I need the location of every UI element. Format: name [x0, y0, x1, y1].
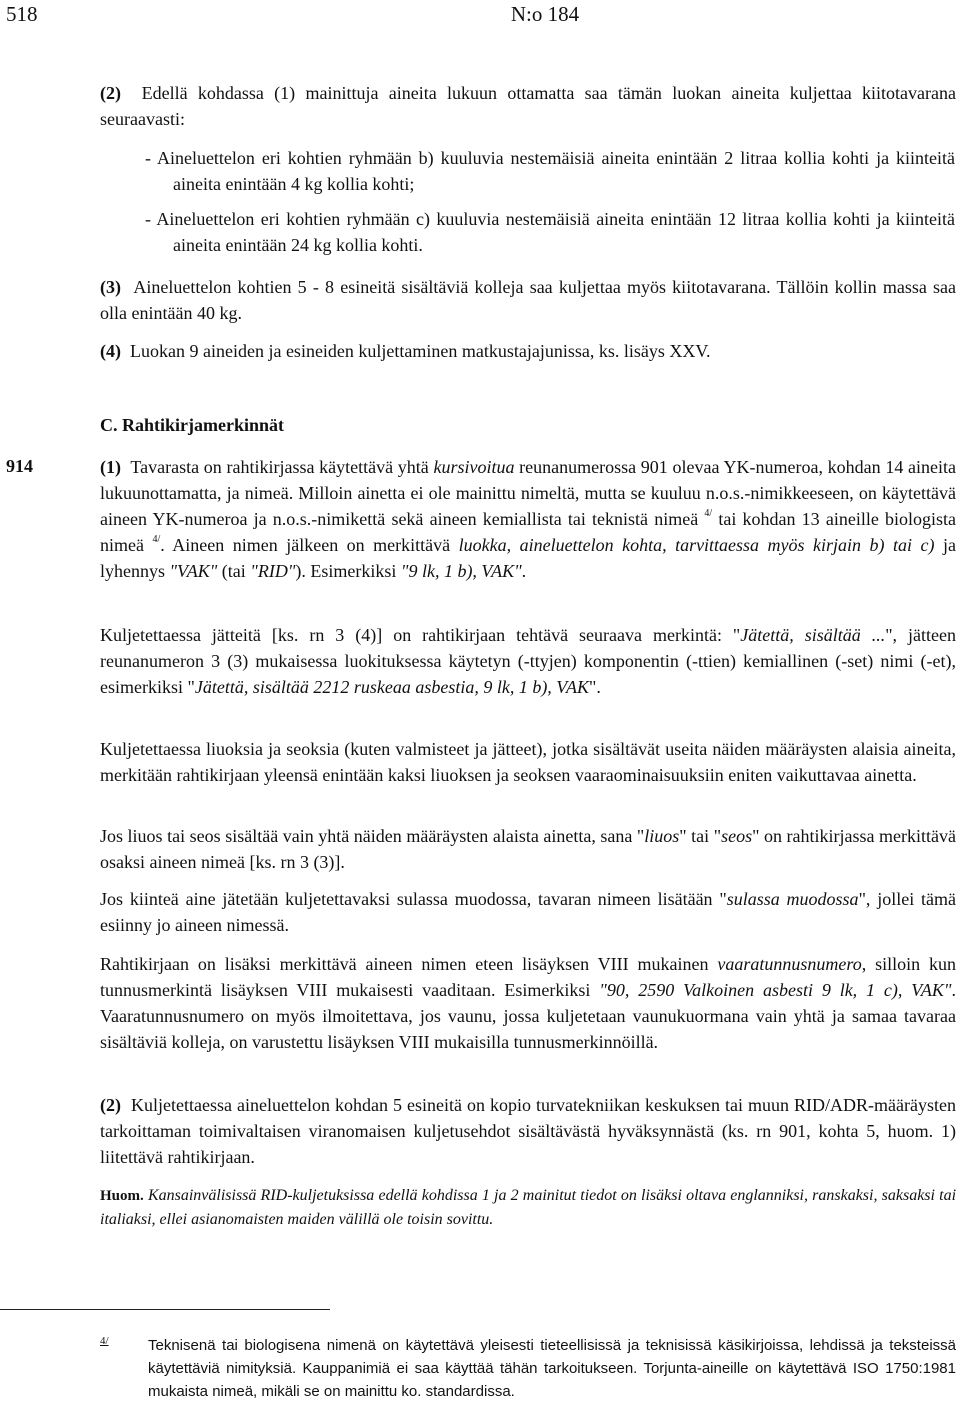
hazard-italic-1: vaaratunnusnumero: [717, 954, 862, 974]
c1-italic-5: "9 lk, 1 b), VAK": [400, 561, 522, 581]
liuos-italic-1: liuos: [644, 826, 680, 846]
part-4-text: Luokan 9 aineiden ja esineiden kuljettaminen matkustajajunissa, ks. lisäys XXV.: [130, 341, 711, 361]
footnote-mark: 4/: [100, 1335, 109, 1347]
sulassa-paragraph: [100, 886, 956, 938]
hazard-text-3: . Vaaratunnusnumero on myös ilmoitettava, jos vaunu, jossa kuljetetaan vaunukuormana vain yhtä ja samaa tavaraa sisältäviä kolleja, on varustettu lisäyksen VIII mukaisilla tunnusmerkinnöillä.: [100, 980, 956, 1052]
footnote-text: Teknisenä tai biologisena nimenä on käytettävä yleisesti tieteellisissä ja teknisissä käsikirjoissa, lehdissä ja teksteissä käytettäviä nimityksiä. Kauppanimiä ei saa käyttää tähän tarkoitukseen. Torjunta-aineille on käytettävä ISO 1750:1981 mukaista nimeä, mikäli se on mainittu ko. standardissa.: [148, 1337, 956, 1400]
liuos-paragraph: [100, 823, 956, 875]
footnote: [148, 1334, 956, 1403]
waste-italic-2: Jätettä, sisältää 2212 ruskeaa asbestia, 9 lk, 1 b), VAK: [194, 677, 589, 697]
note: [100, 1184, 956, 1232]
list-item: - Aineluettelon eri kohtien ryhmään b) kuuluvia nestemäisiä aineita enintään 2 litraa kollia kohti ja kiinteitä aineita enintään 4 kg kollia kohti;: [145, 148, 955, 194]
c1-italic-1: kursivoitua: [433, 457, 515, 477]
waste-text-1: Kuljetettaessa jätteitä [ks. rn 3 (4)] on rahtikirjaan tehtävä seuraava merkintä: ": [100, 625, 741, 645]
c1-text-6: (tai: [217, 561, 251, 581]
liuos-text-2: " tai ": [679, 826, 722, 846]
note-label: Huom.: [100, 1188, 144, 1204]
footnote-ref-2: 4/: [152, 534, 161, 545]
waste-italic-1: Jätettä, sisältää ...: [740, 625, 886, 645]
c1-text-1: Tavarasta on rahtikirjassa käytettävä yhtä: [130, 457, 434, 477]
part-3-number: (3): [100, 277, 121, 297]
c1-text-4: . Aineen nimen jälkeen on merkittävä: [160, 535, 459, 555]
list-item: - Aineluettelon eri kohtien ryhmään c) kuuluvia nestemäisiä aineita enintään 12 litraa kollia kohti ja kiinteitä aineita enintään 24 kg kollia kohti.: [145, 209, 955, 255]
c1-text-5: ja lyhennys: [100, 535, 956, 581]
part-2-list: [145, 145, 955, 197]
c-part-1: [100, 454, 956, 584]
note-text: Kansainvälisissä RID-kuljetuksissa edellä kohdissa 1 ja 2 mainitut tiedot on lisäksi oltava englanniksi, ranskaksi, saksaksi tai italiaksi, ellei asianomaisten maiden välillä ole toisin sovittu.: [100, 1187, 957, 1228]
section-letter: C.: [100, 415, 118, 435]
margin-number: 914: [6, 456, 33, 476]
c2-text: Kuljetettaessa aineluettelon kohdan 5 esineitä on kopio turvatekniikan keskuksen tai muun RID/ADR-määräysten tarkoittaman toimivaltaisen viranomaisen kuljetusehdot sisältävästä hyväksynnästä (ks. rn 901, kohta 5, huom. 1) liitettävä rahtikirjaan.: [100, 1095, 956, 1167]
liuos-text-3: " on rahtikirjassa merkittävä osaksi aineen nimeä [ks. rn 3 (3)].: [100, 826, 957, 872]
sulassa-italic-1: sulassa muodossa: [726, 889, 859, 909]
hazard-italic-2: "90, 2590 Valkoinen asbesti 9 lk, 1 c), VAK": [599, 980, 952, 1000]
hazard-text-1: Rahtikirjaan on lisäksi merkittävä aineen nimen eteen lisäyksen VIII mukainen: [100, 954, 718, 974]
sulassa-text-2: ", jollei tämä esiinny jo aineen nimessä.: [100, 889, 956, 935]
waste-text-2: ", jätteen reunanumeron 3 (3) mukaisessa luokituksessa käytetyn (-ttyjen) komponentin (-ttien) kemiallinen (-set) nimi (-et), esimerkiksi ": [100, 625, 956, 697]
c1-number: (1): [100, 457, 121, 477]
part-2-list-2: [145, 206, 955, 258]
document-number: N:o 184: [510, 2, 580, 26]
c1-text-7: ). Esimerkiksi: [295, 561, 401, 581]
waste-paragraph: [100, 622, 956, 700]
section-title: Rahtikirjamerkinnät: [122, 415, 284, 435]
c1-text-3: tai kohdan 13 aineille biologista nimeä: [100, 509, 956, 555]
waste-text-3: ".: [588, 677, 601, 697]
section-c-heading: [100, 412, 956, 438]
c1-italic-4: "RID": [250, 561, 296, 581]
c1-text-2: reunanumerossa 901 olevaa YK-numeroa, kohdan 14 aineita lukuunottamatta, ja nimeä. Milloin ainetta ei ole mainittu nimeltä, mutta se kuuluu n.o.s.-nimikkeeseen, on käytettävä aineen YK-numeroa ja n.o.s.-nimikettä sekä aineen kemiallista tai teknistä nimeä: [100, 457, 956, 529]
footnote-divider: [0, 1309, 330, 1310]
hazard-paragraph: [100, 951, 956, 1055]
footnote-ref-1: 4/: [704, 508, 713, 519]
part-2-text: Edellä kohdassa (1) mainittuja aineita lukuun ottamatta saa tämän luokan aineita kuljettaa kiitotavarana seuraavasti:: [100, 83, 956, 129]
solutions-text: Kuljetettaessa liuoksia ja seoksia (kuten valmisteet ja jätteet), jotka sisältävät useita näiden määräysten alaisia aineita, merkitään rahtikirjaan yleensä enintään kaksi liuoksen ja seoksen vaaraominaisuuksiin eniten vaikuttavaa ainetta.: [100, 739, 956, 785]
part-3: [100, 274, 956, 326]
part-3-text: Aineluettelon kohtien 5 - 8 esineitä sisältäviä kolleja saa kuljettaa myös kiitotavarana. Tällöin kollin massa saa olla enintään 40 kg.: [100, 277, 956, 323]
part-4: [100, 338, 956, 364]
part-2: [100, 80, 956, 132]
part-2-number: (2): [100, 83, 121, 103]
sulassa-text-1: Jos kiinteä aine jätetään kuljetettavaksi sulassa muodossa, tavaran nimeen lisätään ": [100, 889, 727, 909]
part-4-number: (4): [100, 341, 121, 361]
c1-text-8: .: [521, 561, 527, 581]
c1-italic-3: "VAK": [169, 561, 218, 581]
page-header: [0, 0, 960, 30]
hazard-text-2: , silloin kun tunnusmerkintä lisäyksen VIII mukaisesti vaaditaan. Esimerkiksi: [100, 954, 957, 1000]
c2-number: (2): [100, 1095, 121, 1115]
page-number: 518: [6, 2, 38, 26]
c1-italic-2: luokka, aineluettelon kohta, tarvittaessa myös kirjain b) tai c): [458, 535, 935, 555]
liuos-text-1: Jos liuos tai seos sisältää vain yhtä näiden määräysten alaista ainetta, sana ": [100, 826, 645, 846]
liuos-italic-2: seos: [721, 826, 753, 846]
solutions-paragraph: [100, 736, 956, 788]
c-part-2: [100, 1092, 956, 1170]
